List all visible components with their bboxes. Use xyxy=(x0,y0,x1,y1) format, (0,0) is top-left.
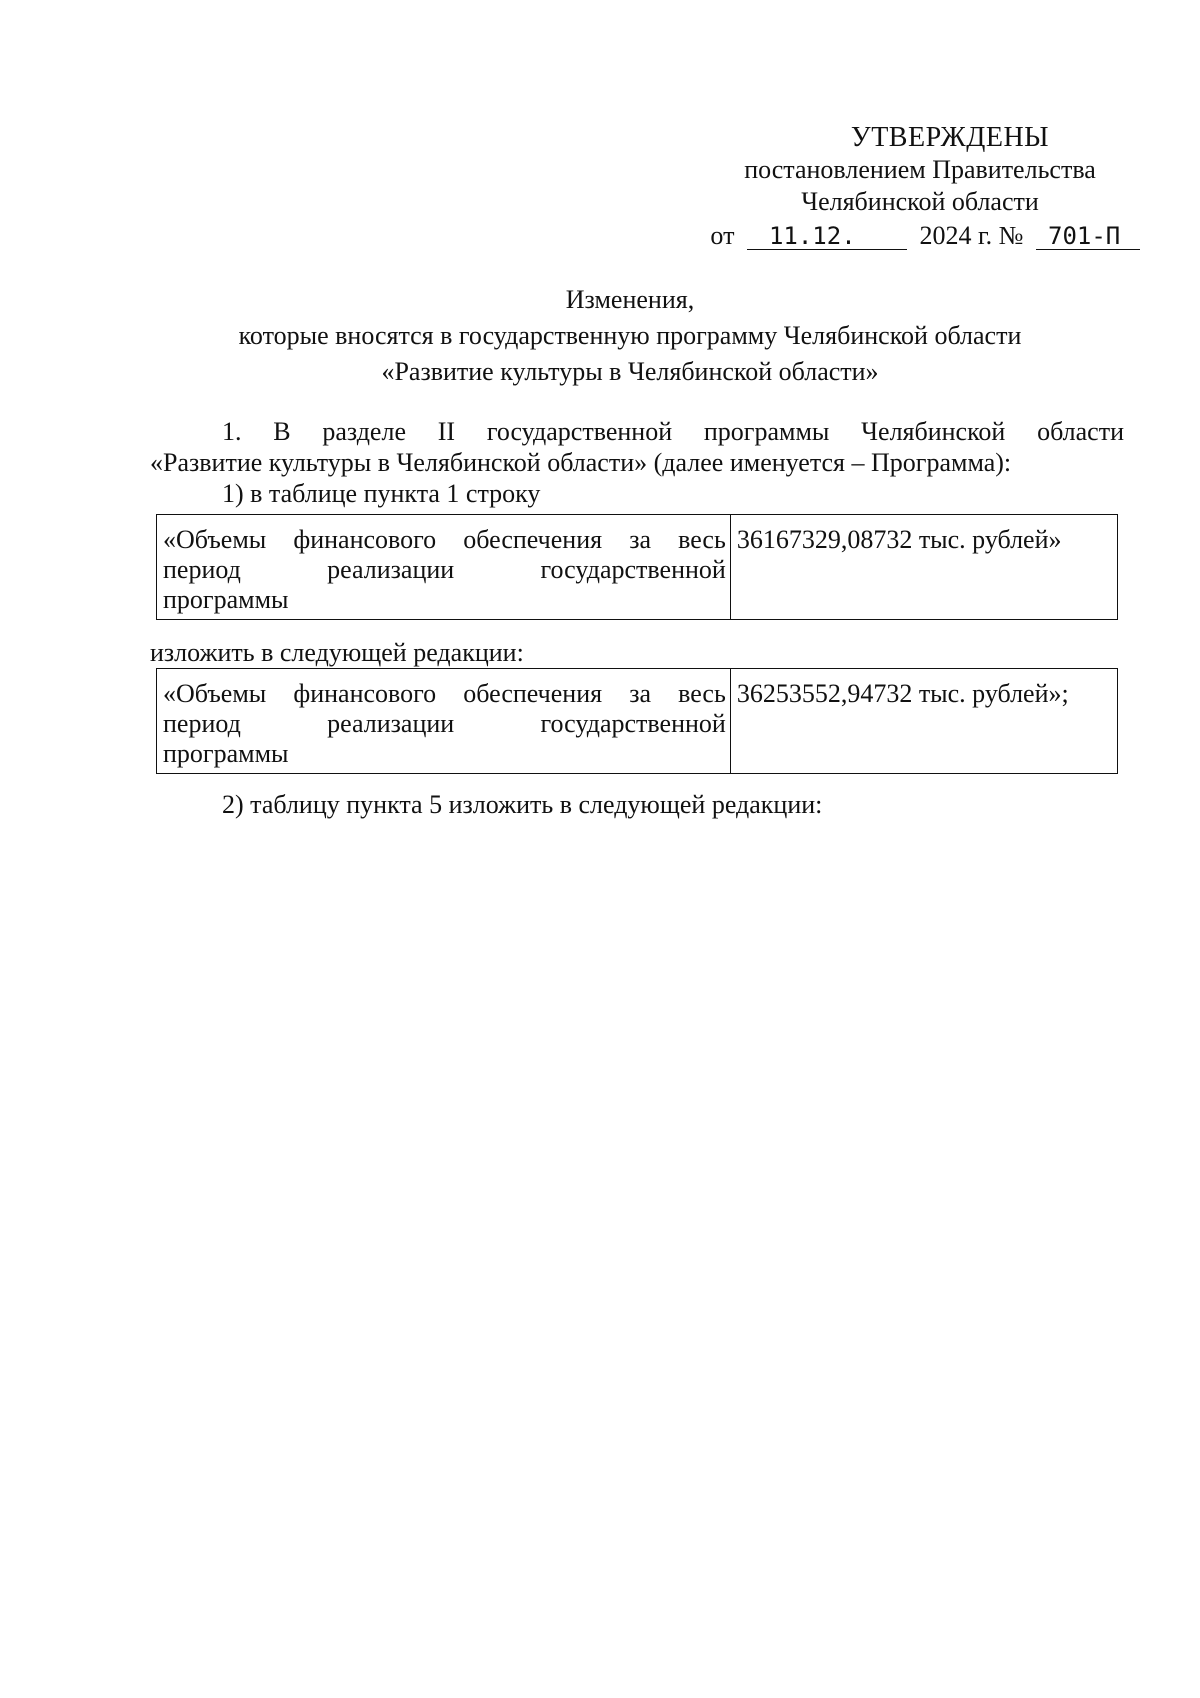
handwritten-number: 701-П xyxy=(1036,223,1140,250)
approval-line-1: постановлением Правительства xyxy=(744,155,1096,184)
approval-line-2: Челябинской области xyxy=(801,187,1039,216)
old-label-line-1: «Объемы финансового обеспечения за весь xyxy=(163,525,726,554)
heading-line-3: «Развитие культуры в Челябинской области» xyxy=(381,357,879,386)
new-row-table xyxy=(156,668,1118,774)
subitem-1: 1) в таблице пункта 1 строку xyxy=(222,479,541,508)
table-row xyxy=(157,515,1118,620)
heading-line-2: которые вносятся в государственную программу Челябинской области xyxy=(238,321,1022,350)
new-label-line-2: период реализации государственной xyxy=(163,709,726,738)
new-label-line-1: «Объемы финансового обеспечения за весь xyxy=(163,679,726,708)
date-prefix: от xyxy=(710,221,735,250)
new-label-line-3: программы xyxy=(163,739,289,768)
old-label-line-2: период реализации государственной xyxy=(163,555,726,584)
new-value-cell: 36253552,94732 тыс. рублей»; xyxy=(730,669,1117,774)
table-row xyxy=(157,669,1118,774)
paragraph-1-line-2: «Развитие культуры в Челябинской области» (далее именуется – Программа): xyxy=(150,448,1012,477)
approval-block xyxy=(700,122,1140,252)
approval-date-line xyxy=(700,220,1140,252)
item-2: 2) таблицу пункта 5 изложить в следующей редакции: xyxy=(222,790,823,819)
transition-text: изложить в следующей редакции: xyxy=(150,638,524,667)
date-year: 2024 г. № xyxy=(919,221,1024,250)
old-label-cell xyxy=(157,515,731,620)
approval-title: УТВЕРЖДЕНЫ xyxy=(850,122,1050,153)
old-row-table xyxy=(156,514,1118,620)
heading-line-1: Изменения, xyxy=(565,285,695,314)
handwritten-date: 11.12. xyxy=(747,223,907,250)
paragraph-1 xyxy=(150,416,1124,509)
old-value-cell: 36167329,08732 тыс. рублей» xyxy=(730,515,1117,620)
document-heading xyxy=(150,282,1110,390)
paragraph-1-line-1: 1. В разделе II государственной программы Челябинской области xyxy=(222,417,1124,446)
old-label-line-3: программы xyxy=(163,585,289,614)
new-label-cell xyxy=(157,669,731,774)
